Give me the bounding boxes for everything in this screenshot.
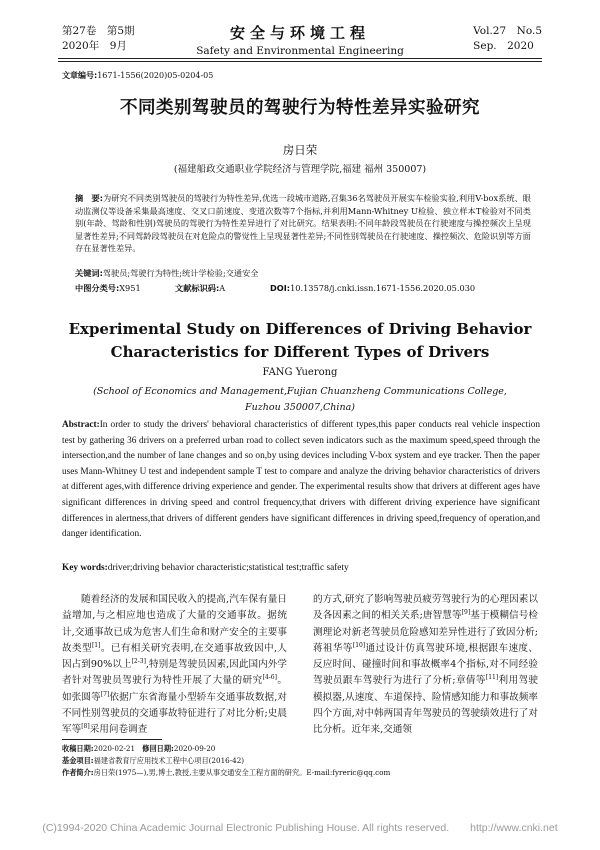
body-text: 通过设计仿真驾驶环境,根据跟车速度、反应时间、碰撞时间和事故概率4个指标,对不同经验驾驶员跟车驾驶行为进行了分析;章倩等 — [313, 642, 538, 687]
abstract-en-text: In order to study the drivers' behavioral characteristics of different types,this paper conducts real vehicle inspection test by gathering 36 drivers on a preferred urban road to collect seven indicators such as the maximum speed,speed through the intersection,and the number of lane changes and so on,by using devices including V-box system and eye tracker. Then the paper uses Mann-Whitney U test and independent sample T test to compare and analyze the driving behavior characteristics of drivers at different ages,with difference driving experience and gender. The experimental results show that drivers at different ages have significant differences in driving speed and control frequency,that drivers with different driving experience have significant differences in alertness,that drivers of different genders have significant differences in driving speed,frequency of operation,and danger identification. — [62, 420, 540, 540]
copyright-footer: (C)1994-2020 China Academic Journal Electronic Publishing House. All rights reserved. http://www.cnki.net — [42, 822, 558, 834]
abstract-cn — [75, 192, 531, 255]
affiliation-en-line1: (School of Economics and Management,Fujian Chuanzheng Communications College, — [93, 386, 507, 397]
revised-label: 修回日期: — [142, 744, 174, 753]
author-en: FANG Yuerong — [262, 367, 338, 378]
body-text: 采用问卷调查 — [89, 724, 148, 736]
journal-name-en: Safety and Environmental Engineering — [196, 45, 404, 57]
header-right — [473, 24, 542, 54]
volume-issue-en: Vol.27 No.5 — [473, 25, 542, 37]
document-code — [175, 283, 225, 294]
body-text: 的方式,研究了影响驾驶员疲劳驾驶行为的心理因素以及各因素之间的相关关系;唐智慧等 — [313, 594, 538, 622]
abstract-en-label: Abstract: — [62, 420, 100, 430]
keywords-en-text: driver;driving behavior characteristic;statistical test;traffic safety — [107, 563, 349, 573]
doi-value: 10.13578/j.cnki.issn.1671-1556.2020.05.030 — [290, 283, 476, 293]
revised-date: 2020-09-20 — [173, 744, 216, 753]
abstract-cn-text: 为研究不同类别驾驶员的驾驶行为特性差异,优选一段城市道路,召集36名驾驶员开展实车检验实验,利用V-box系统、眼动监测仪等设备采集最高速度、交叉口前速度、变道次数等7个指标,并利用Mann-Whitney U检验、独立样本T检验对不同类别(年龄、驾龄和性别)驾驶员的驾驶行为特性差异进行了对比研究。结果表明:不同年龄段驾驶员在行驶速度与操控频次上呈现显著性差异;不同驾龄段驾驶员在对危险点的警觉性上呈现显著性差异;不同性别驾驶员在行驶速度、操控频次、危险识别等方面存在显著性差异。 — [75, 193, 531, 254]
citation-ref: [9] — [461, 609, 471, 617]
fund-label: 基金项目: — [62, 756, 94, 765]
citation-ref: [10] — [352, 641, 366, 649]
title-en-line1: Experimental Study on Differences of Driving Behavior — [68, 320, 532, 338]
keywords-cn — [75, 268, 531, 279]
body-text: 依据广东省海量小型轿车交通事故数据,对不同性别驾驶员的交通事故特征进行了对比分析;史晨军等 — [62, 691, 287, 736]
received-label: 收稿日期: — [62, 744, 94, 753]
affiliation-en — [0, 384, 600, 416]
citation-ref: [4-6] — [262, 674, 277, 682]
citation-ref: [1] — [91, 641, 101, 649]
body-text: 利用驾驶模拟器,从速度、车道保持、险情感知能力和事故频率四个方面,对中韩两国青年驾驶员的驾驶绩效进行了对比分析。近年来,交通领 — [313, 675, 539, 736]
article-number-label: 文章编号: — [62, 71, 98, 80]
citation-ref: [11] — [485, 674, 499, 682]
title-en — [0, 318, 600, 364]
clc-label: 中图分类号: — [75, 283, 120, 293]
journal-name-cn: 安全与环境工程 — [229, 24, 370, 42]
abstract-en — [62, 418, 540, 543]
doi — [270, 283, 475, 293]
author-cn: 房日荣 — [282, 143, 318, 157]
body-column-left — [62, 592, 287, 739]
keywords-cn-text: 驾驶员;驾驶行为特性;统计学检验;交通安全 — [102, 268, 259, 278]
abstract-cn-label: 摘 要: — [75, 193, 103, 203]
keywords-en-label: Key words: — [62, 563, 108, 573]
title-en-line2: Characteristics for Different Types of Drivers — [110, 343, 490, 361]
date-cn: 2020年 9月 — [62, 40, 127, 52]
citation-ref: [2-3] — [131, 658, 146, 665]
body-text: 基于模糊信号检测理论对新老驾驶员危险感知差异性进行了致因分析;蒋祖华等 — [313, 610, 538, 654]
affiliation-en-line2: Fuzhou 350007,China) — [245, 402, 355, 413]
body-text: 随着经济的发展和国民收入的提高,汽车保有量日益增加,与之相应地也造成了大量的交通事故。据统计,交通事故已成为危害人们生命和财产安全的主要事故类型 — [62, 594, 287, 654]
title-cn: 不同类别驾驶员的驾驶行为特性差异实验研究 — [120, 98, 480, 118]
footnotes — [62, 743, 540, 779]
clc-value: X951 — [119, 283, 141, 293]
clc-number — [75, 283, 141, 294]
article-number — [62, 70, 213, 81]
author-bio-line — [62, 767, 540, 779]
footnote-rule — [62, 739, 162, 740]
fund-text: 福建省教育厅应用技术工程中心项目(2016-42) — [93, 756, 245, 765]
affiliation-cn: (福建船政交通职业学院经济与管理学院,福建 福州 350007) — [173, 164, 427, 175]
keywords-cn-label: 关键词: — [75, 268, 103, 278]
header-rule-thick — [58, 58, 542, 59]
body-text: 。已有相关研究表明,在交通事故致因中,人因占到90%以上 — [62, 642, 287, 671]
article-number-value: 1671-1556(2020)05-0204-05 — [97, 71, 214, 80]
header-rule-thin — [58, 61, 542, 62]
citation-ref: [8] — [81, 723, 90, 731]
keywords-en — [62, 563, 540, 573]
dates-line — [62, 743, 540, 755]
body-text: ,特别是驾驶员因素,因此国内外学者针对驾驶员驾驶行为特性开展了大量的研究 — [62, 659, 287, 687]
date-en: Sep. 2020 — [473, 40, 534, 52]
author-bio-text: 房日荣(1975—),男,博士,教授,主要从事交通安全工程方面的研究。E-mail:fyreric@qq.com — [93, 768, 391, 777]
fund-line — [62, 755, 540, 767]
body-text: 。如张圆等 — [62, 675, 287, 703]
body-column-right — [313, 592, 538, 739]
journal-name — [180, 22, 420, 57]
citation-ref: [7] — [100, 690, 110, 698]
author-bio-label: 作者简介: — [62, 768, 94, 777]
doccode-value: A — [219, 283, 226, 293]
received-date: 2020-02-21 — [93, 744, 136, 753]
doccode-label: 文献标识码: — [175, 283, 220, 293]
header-left — [62, 24, 135, 54]
volume-issue-cn: 第27卷 第5期 — [62, 25, 135, 37]
doi-label: DOI: — [270, 283, 291, 293]
